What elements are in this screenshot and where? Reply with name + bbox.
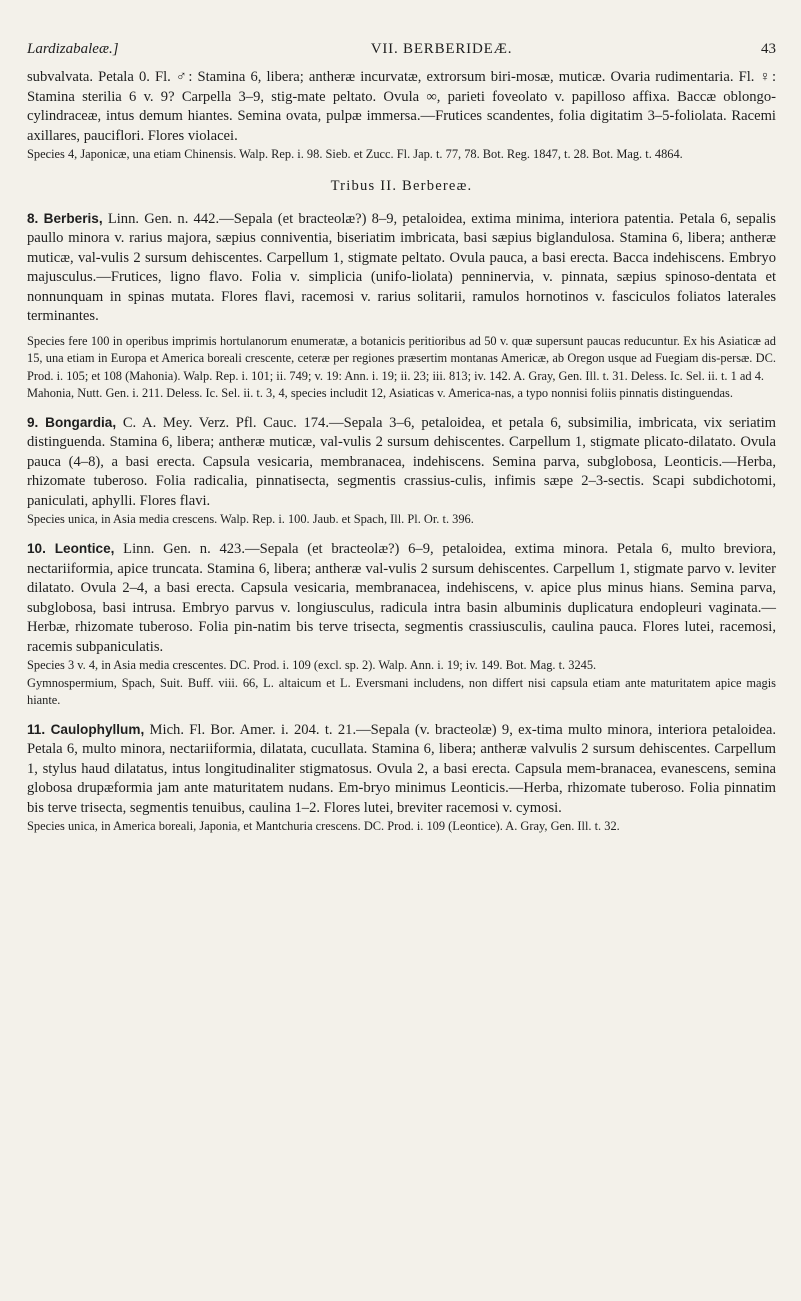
genus-leontice-note: Gymnospermium, Spach, Suit. Buff. viii. 66, L. altaicum et L. Eversmani includens, non differt nisi capsula etiam ante maturitatem apice magis hiante. [27, 675, 776, 708]
genus-berberis-species: Species fere 100 in operibus imprimis hortulanorum enumeratæ, a botanicis peritioribus ad 50 v. quæ supersunt paucas reducuntur. Ex his Asiaticæ ad 15, una etiam in Europa et America boreali crescente, ceteræ per regiones præsertim montanas Americæ, ab Oregon usque ad Fuegiam dis-persæ. DC. Prod. i. 105; et 108 (Mahonia). Walp. Rep. i. 101; ii. 749; v. 19: Ann. i. 19; ii. 23; iii. 813; iv. 142. A. Gray, Gen. Ill. t. 31. Deless. Ic. Sel. ii. t. 1 ad 4. [27, 333, 776, 383]
genus-leontice-text: Linn. Gen. n. 423.—Sepala (et bracteolæ?) 6–9, petaloidea, extima minora. Petala 6, multo breviora, nectariiformia, apice truncata. Stamina 6, libera; antheræ val-vulis 2 sursum dehiscentes. Carpellum 1, stigmate parvo v. leviter dilatato. Ovula 2–4, a basi erecta. Capsula vesicaria, membranacea, indehiscens, v. apice plus minus hians. Semina parva, subglobosa, basi intrusa. Embryo parvus v. longiusculus, radicula intra basin albuminis duplicatura endopleuri vaginata.—Herbæ, rhizomate tuberoso. Folia pin-natim bis terve trisecta, segmentis crassiusculis, caulina pauca. Flores lutei, racemosi, racemis subpaniculatis. [27, 541, 776, 655]
running-head [27, 0, 776, 58]
intro-species-note: Species 4, Japonicæ, una etiam Chinensis. Walp. Rep. i. 98. Sieb. et Zucc. Fl. Jap. t. 77, 78. Bot. Reg. 1847, t. 28. Bot. Mag. t. 4864. [27, 147, 683, 161]
genus-berberis-text: Linn. Gen. n. 442.—Sepala (et bracteolæ?) 8–9, petaloidea, extima minima, interiora patentia. Petala 6, sepalis paullo minora v. rarius majora, sæpius conniventia, biseriatim imbricata, basi sæpius biglandulosa. Stamina 6, libera; antheræ muticæ, val-vulis 2 sursum dehiscentes. Carpellum 1, stigmate peltato. Ovula pauca, a basi erecta. Bacca indehiscens. Embryo majusculus.—Frutices, ligno flavo. Folia v. simplicia (unifo-liolata) penninervia, v. pinnata, sæpius spinoso-dentata et nonnunquam in spinas mutata. Flores flavi, racemosi v. rarius solitarii, ramulos hornotinos v. fasciculos foliatos laterales terminantes. [27, 210, 776, 325]
genus-caulophyllum [27, 720, 776, 819]
page-body [27, 68, 776, 836]
tribe-heading: Tribus II. Berbereæ. [330, 177, 473, 194]
running-head-title: VII. BERBERIDEÆ. [370, 41, 513, 57]
running-head-left: Lardizabaleæ.] [27, 41, 119, 57]
genus-leontice-name: 10. Leontice, [27, 541, 115, 557]
genus-bongardia [27, 413, 776, 512]
genus-bongardia-species: Species unica, in Asia media crescens. Walp. Rep. i. 100. Jaub. et Spach, Ill. Pl. Or. t. 396. [27, 512, 474, 527]
genus-leontice [27, 539, 776, 657]
genus-caulophyllum-name: 11. Caulophyllum, [27, 721, 145, 737]
intro-paragraph: subvalvata. Petala 0. Fl. ♂: Stamina 6, libera; antheræ incurvatæ, extrorsum biri-mosæ, muticæ. Ovaria rudimentaria. Fl. ♀: Stamina sterilia 6 v. 9? Carpella 3–9, stig-mate peltato. Ovula ∞, parieti foveolato v. papilloso affixa. Baccæ oblongo-cylindraceæ, intus demum hiantes. Semina ovata, pulpæ immersa.—Frutices scandentes, folia digitatim 3–5-foliolata. Racemi axillares, pauciflori. Flores violacei. [27, 69, 776, 144]
genus-caulophyllum-text: Mich. Fl. Bor. Amer. i. 204. t. 21.—Sepala (v. bracteolæ) 9, ex-tima multo minora, interiora petaloidea. Petala 6, multo minora, nectariiformia, dilatata, cucullata. Stamina 6, libera; antheræ valvulis 2 sursum dehiscentes. Carpellum 1, stylus haud dilatatus, intus longitudinaliter stigmatosus. Ovula 2, a basi erecta. Capsula mem-branacea, evanescens, semina globosa drupæformia jam ante maturitatem nudans. Em-bryo minimus Leonticis.—Herba, rhizomate tuberoso. Folia pinnatim bis terve trisecta, segmentis tenuibus, caulina 1–2. Flores lutei, breviter racemosi v. cymosi. [27, 721, 777, 816]
genus-berberis [27, 209, 776, 327]
genus-berberis-note: Mahonia, Nutt. Gen. i. 211. Deless. Ic. Sel. ii. t. 3, 4, species includit 12, Asiaticas v. America-nas, a typo nonnisi foliis pinnatis distinguendas. [27, 386, 733, 401]
genus-berberis-name: 8. Berberis, [27, 210, 103, 226]
genus-bongardia-text: C. A. Mey. Verz. Pfl. Cauc. 174.—Sepala 3–6, petaloidea, et petala 6, subsimilia, imbricata, vix seriatim distinguenda. Stamina 6, libera; antheræ muticæ, val-vulis 2 sursum dehiscentes. Carpellum 1, stigmate plicato-dilatato. Ovula pauca (4–8), a basi erecta. Capsula vesicaria, membranacea, indehiscens. Semina parva, subglobosa, Leonticis.—Herba, rhizomate tuberoso. Folia radicalia, pinnatisecta, segmentis crassius-culis, infimis sæpe 2–3-sectis. Scapi subdichotomi, paniculati, aphylli. Flores flavi. [27, 414, 777, 509]
genus-leontice-species: Species 3 v. 4, in Asia media crescentes. DC. Prod. i. 109 (excl. sp. 2). Walp. Ann. i. 19; iv. 149. Bot. Mag. t. 3245. [27, 658, 597, 673]
genus-bongardia-name: 9. Bongardia, [27, 414, 117, 430]
genus-caulophyllum-species: Species unica, in America boreali, Japonia, et Mantchuria crescens. DC. Prod. i. 109 (Leontice). A. Gray, Gen. Ill. t. 32. [27, 819, 620, 834]
page-number: 43 [761, 41, 776, 57]
